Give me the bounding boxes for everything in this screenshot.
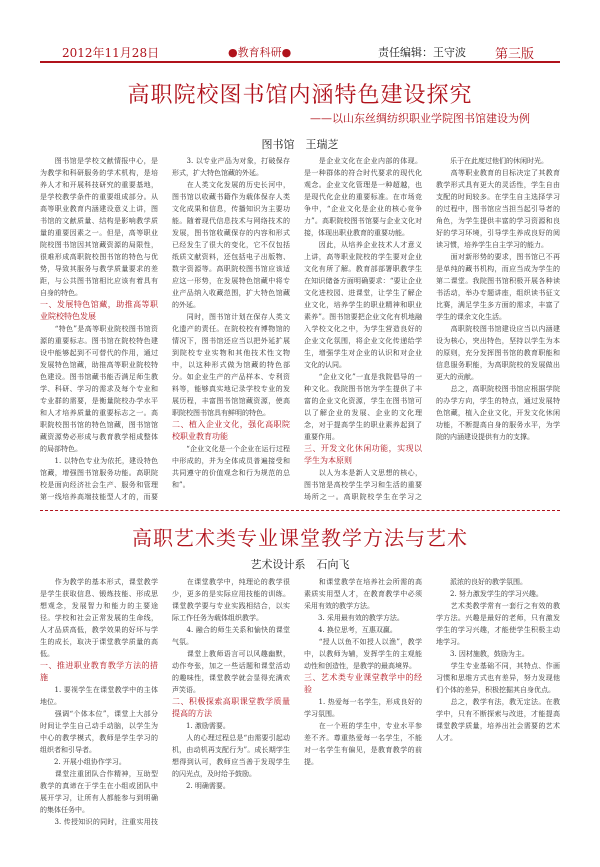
body-paragraph: “企业文化”一直是我院倡导的一种文化。我院图书馆为学生提供了丰富的企业文化资源，学生在图书馆可以了解企业的发展、企业的文化理念，对于提高学生的职业素养起到了重要作用。 [304,373,422,441]
body-paragraph: 2. 明确需要。 [172,782,230,790]
body-paragraph: 4. 融合的师生关系和愉快的课堂气氛。 [172,626,290,646]
body-paragraph: 3. 因材施教，鼓励为主。 [436,650,529,658]
body-paragraph: 在一个班的学生中，专业水平参差不齐。尊重热爱每一名学生，不能对一名学生有偏见，是教育教学的前提。 [304,722,422,766]
body-paragraph: 总之，教学有法，教无定法。在教学中，只有不断探索与改进，才能提高课堂教学质量，培养出社会需要的艺术人才。 [436,698,560,742]
body-paragraph: 艺术类教学常有一套行之有效的教学方法。兴趣是最好的老师，只有激发学生的学习兴趣，才能使学生积极主动地学习。 [436,602,560,646]
article1-column-4 [436,155,560,503]
page-header [40,40,560,62]
body-paragraph: 图书馆是学校文献情报中心，是为教学和科研服务的学术机构，是培养人才和开展科技研究的重要基地，是学校教学条件的重要组成部分。从高等职业教育内涵建设意义上讲，图书馆的文献质量、结构是影响教学质量的重要因素之一。但是，高等职业院校图书馆因其馆藏资源的局限性，很难形成高职院校图书馆的特色与优势，导致其服务与教学质量要求的差距，与公共图书馆相比应该有着具有自身的特色。 [40,157,158,297]
section-heading: 三、艺术类专业课堂教学中的经验 [304,673,422,694]
body-paragraph: 2. 开展小组协作学习。 [40,758,126,766]
body-paragraph: 1. 热爱每一名学生，形成良好的学习氛围。 [304,698,422,718]
article2-column-1 [40,576,158,826]
section-heading: 一、发展特色馆藏，助推高等职业院校特色发展 [40,300,158,321]
article2-column-3 [304,576,422,826]
body-paragraph: 同时，图书馆计划在保存人类文化遗产的责任。在院校校有博物馆的情况下，图书馆还应当以把外延扩展到院校专业实物和其他技术性文物中，以这种形式做为馆藏的特色部分。如企业生产的产品样本、专利资料等，能够真实地记录学校专业的发展历程，丰富图书馆馆藏资源，使高职院校图书馆具有鲜明的特色。 [172,313,290,417]
body-paragraph: 4. 换位思考，互惠双赢。 [304,626,397,634]
section-heading: 二、积极探索高职课堂教学质量提高的方法 [172,697,290,718]
body-paragraph: 乐于在此度过他们的休闲时光。 [436,157,548,165]
body-paragraph: 派浓的良好的教学氛围。 [436,578,527,586]
body-paragraph: 因此，从培养企业技术人才意义上讲，高等职业院校的学生要对企业文化有所了解。教育部部署职教学生在知识储备方面明确要求：“要让企业文化进校园、进课堂，让学生了解企业文化，培养学生的职业精神和职业素养”。图书馆要把企业文化有机地融入学校文化之中，为学生营造良好的企业文化氛围，将企业文化传递给学生，增强学生对企业的认识和对企业文化的认同。 [304,241,422,369]
article2-author: 艺术设计系 石向飞 [250,558,350,571]
body-paragraph: “授人以鱼不如授人以渔”，教学中，以教师为辅，发挥学生的主观能动性和创造性，是教学的最高境界。 [304,638,422,670]
article1-title: 高职院校图书馆内涵特色建设探究 [127,83,473,108]
issue-date: 2012年11月28日 [62,46,160,60]
body-paragraph: “特色”是高等职业院校图书馆资源的重要标志。图书馆在院校特色建设中能够起到不可替代的作用，通过发展特色馆藏，助推高等职业院校特色建设。图书馆藏书能否满足师生教学、科研、学习的需求及每个专业和专业群的需要，是衡量院校办学水平和人才培养质量的重要标志之一。高职院校图书馆的特色馆藏，图书馆馆藏资源势必形成与教育教学相成整体的局部特色。 [40,325,158,453]
body-paragraph: 学生专业基础不同，其特点、作画习惯和思维方式也有差异，努力发现他们个体的差异，积极挖掘其自身优点。 [436,662,560,694]
article1-column-2 [172,155,290,503]
article1-column-1 [40,155,158,503]
body-paragraph: 3. 采用最有效的教学方法。 [304,614,404,622]
body-paragraph: 总之，高职院校图书馆应根据学院的办学方向，学生的特点，通过发展特色馆藏，植入企业文化，开发文化休闲功能，不断提高自身的服务水平，为学院的内涵建设提供有力的支撑。 [436,385,560,441]
body-paragraph: “企业文化是一个企业在运行过程中形成的，并为全体成员普遍接受和共同遵守的价值观念和行为规范的总和”。 [172,445,290,489]
article-divider [40,510,560,511]
body-paragraph: 3. 以专业产品为对象，打破保存形式，扩大特色馆藏的外延。 [172,157,290,177]
body-paragraph: 1. 以特色专业为依托，建设特色馆藏，增强图书馆服务功能。高职院校是面向经济社会生产、服务和管理第一线培养高端技能型人才的，而要 [40,457,158,501]
body-paragraph: 课堂注重团队合作精神，互助型教学的真谛在于学生在小组或团队中展开学习，让所有人都能参与到明确的集体任务中。 [40,770,158,814]
section-name: ●教育科研● [228,46,292,59]
body-paragraph: 在人类文化发展的历史长河中，图书馆以收藏书籍作为载体保存人类文化成果和信息，传播知识为主要功能。随着现代信息技术与网络技术的发展，图书馆收藏保存的内容和形式已经发生了很大的变化，它不仅包括纸质文献资料，还包括电子出版物、数字资源等。高职院校图书馆应该适应这一形势，在发展特色馆藏中将专业产品纳入收藏范围，扩大特色馆藏的外延。 [172,181,290,309]
body-paragraph: 课堂上教师语言可以风趣幽默，动作夸张，加之一些话题和课堂活动的趣味性，课堂教学就会显得充满欢声笑语。 [172,650,290,694]
section-heading: 二、植入企业文化，强化高职院校职业教育功能 [172,420,290,441]
body-paragraph: 以人为本是新人文思想的核心，图书馆是高校学生学习和生活的重要场所之一。高职院校学生在学习之 [304,469,422,501]
article2-column-2 [172,576,290,826]
body-paragraph: 高职院校图书馆建设应当以内涵建设为核心，突出特色，坚持以学生为本的原则，充分发挥图书馆的教育职能和信息服务职能，为高职院校的发展做出更大的贡献。 [436,325,560,381]
article1-column-3 [304,155,422,503]
section-heading: 三、开发文化休闲功能，实现以学生为本原则 [304,444,422,465]
body-paragraph: 面对新形势的要求，图书馆已不再是单纯的藏书机构，而应当成为学生的第二课堂。我院图书馆积极开展各种读书活动，举办专题讲座，组织读书征文比赛，满足学生多方面的需求，丰富了学生的课余文化生活。 [436,253,560,321]
article1-subtitle: ——以山东丝绸纺织职业学院图书馆建设为例 [310,112,530,125]
body-paragraph: 强调“个体本位”，课堂上大部分时间让学生自己动手动脑，以学生为中心的教学模式，教师是学生学习的组织者和引导者。 [40,710,158,754]
body-paragraph: 和课堂教学在培养社会所需的高素质实用型人才，在教育教学中必须采用有效的教学方法。 [304,578,422,610]
body-paragraph: 3. 传授知识的同时，注重实用技 [54,818,158,826]
article2-title: 高职艺术类专业课堂教学方法与艺术 [132,526,468,550]
article2-column-4 [436,576,560,826]
body-paragraph: 在课堂教学中，纯理论的教学很少，更多的是实际应用技能的训练。课堂教学要与专业实践相结合，以实际工作任务为载体组织教学。 [172,578,290,622]
body-paragraph: 高等职业教育的目标决定了其教育教学形式具有更大的灵活性，学生自由支配的时间较多。在学生自主选择学习的过程中，图书馆应当担当起引导者的角色，为学生提供丰富的学习资源和良好的学习环境，引导学生养成良好的阅读习惯，培养学生自主学习的能力。 [436,169,560,249]
page-number: 第三版 [494,47,534,62]
body-paragraph: 人的心理过程总是“由需要引起动机，由动机再支配行为”。成长期学生想得到认可，教师应当善于发现学生的闪光点，及时给予鼓励。 [172,734,290,778]
editor-label: 责任编辑：王守波 [378,46,466,59]
section-heading: 一、推进职业教育教学方法的措施 [40,661,158,682]
body-paragraph: 作为教学的基本形式，课堂教学是学生获取信息、锻炼技能、形成思想观念，发展智力和能力的主要途径。学校和社会正常发展的生命线，人才品质高低，教学效果的好坏与学生的成长，取决于课堂教学质量的高低。 [40,578,158,658]
body-paragraph: 2. 努力激发学生的学习兴趣。 [436,590,543,598]
body-paragraph: 是企业文化在企业内部的体现。是一种群体的符合时代要求的现代化观念。企业文化管理是一种超越，也是现代化企业的重要标准。在市场竞争中，“企业文化是企业的核心竞争力”。高职院校图书馆要与企业文化对接，体现出职业教育的重要功能。 [304,157,422,237]
header-rule [40,61,560,63]
article1-author: 图书馆 王瑞芝 [261,138,339,151]
body-paragraph: 1. 激励需要。 [172,722,230,730]
body-paragraph: 1. 要视学生在课堂教学中的主体地位。 [40,686,158,706]
